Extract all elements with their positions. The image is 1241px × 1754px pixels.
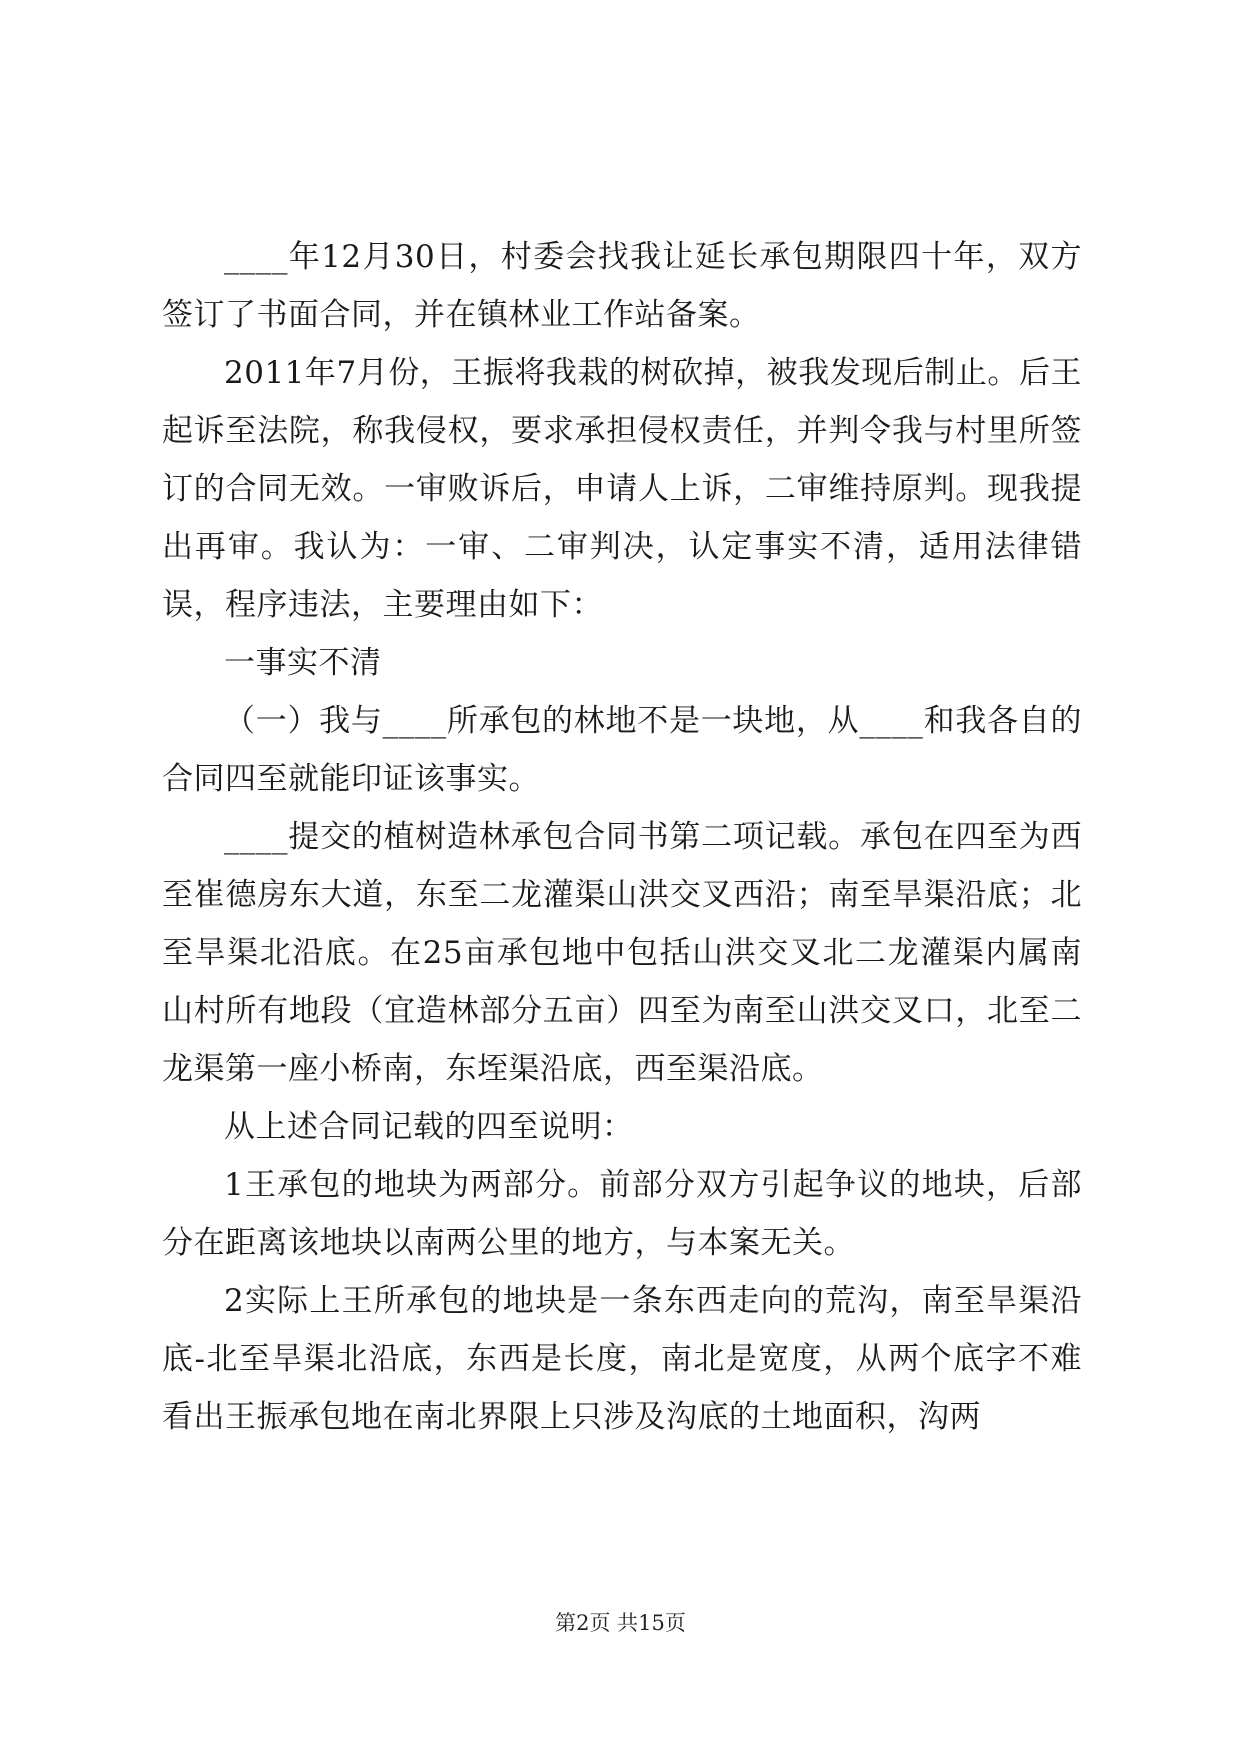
paragraph: 1王承包的地块为两部分。前部分双方引起争议的地块，后部分在距离该地块以南两公里的地方，与本案无关。 bbox=[162, 1167, 1082, 1261]
paragraph: 从上述合同记载的四至说明： bbox=[224, 1109, 634, 1145]
paragraph: 2实际上王所承包的地块是一条东西走向的荒沟，南至旱渠沿底-北至旱渠北沿底，东西是长度，南北是宽度，从两个底字不难看出王振承包地在南北界限上只涉及沟底的土地面积，沟两 bbox=[162, 1283, 1082, 1435]
section-heading: 一事实不清 bbox=[224, 645, 382, 681]
document-body bbox=[162, 228, 1082, 1446]
page-number-footer: 第2页 共15页 bbox=[555, 1611, 686, 1635]
paragraph: 2011年7月份，王振将我栽的树砍掉，被我发现后制止。后王起诉至法院，称我侵权，要求承担侵权责任，并判令我与村里所签订的合同无效。一审败诉后，申请人上诉，二审维持原判。现我提出再审。我认为：一审、二审判决，认定事实不清，适用法律错误，程序违法，主要理由如下： bbox=[162, 355, 1082, 623]
paragraph: ____年12月30日，村委会找我让延长承包期限四十年，双方签订了书面合同，并在镇林业工作站备案。 bbox=[162, 239, 1082, 333]
paragraph: （一）我与____所承包的林地不是一块地，从____和我各自的合同四至就能印证该事实。 bbox=[162, 703, 1082, 797]
paragraph: ____提交的植树造林承包合同书第二项记载。承包在四至为西至崔德房东大道，东至二龙灌渠山洪交叉西沿；南至旱渠沿底；北至旱渠北沿底。在25亩承包地中包括山洪交叉北二龙灌渠内属南山村所有地段（宜造林部分五亩）四至为南至山洪交叉口，北至二龙渠第一座小桥南，东垤渠沿底，西至渠沿底。 bbox=[162, 819, 1082, 1087]
